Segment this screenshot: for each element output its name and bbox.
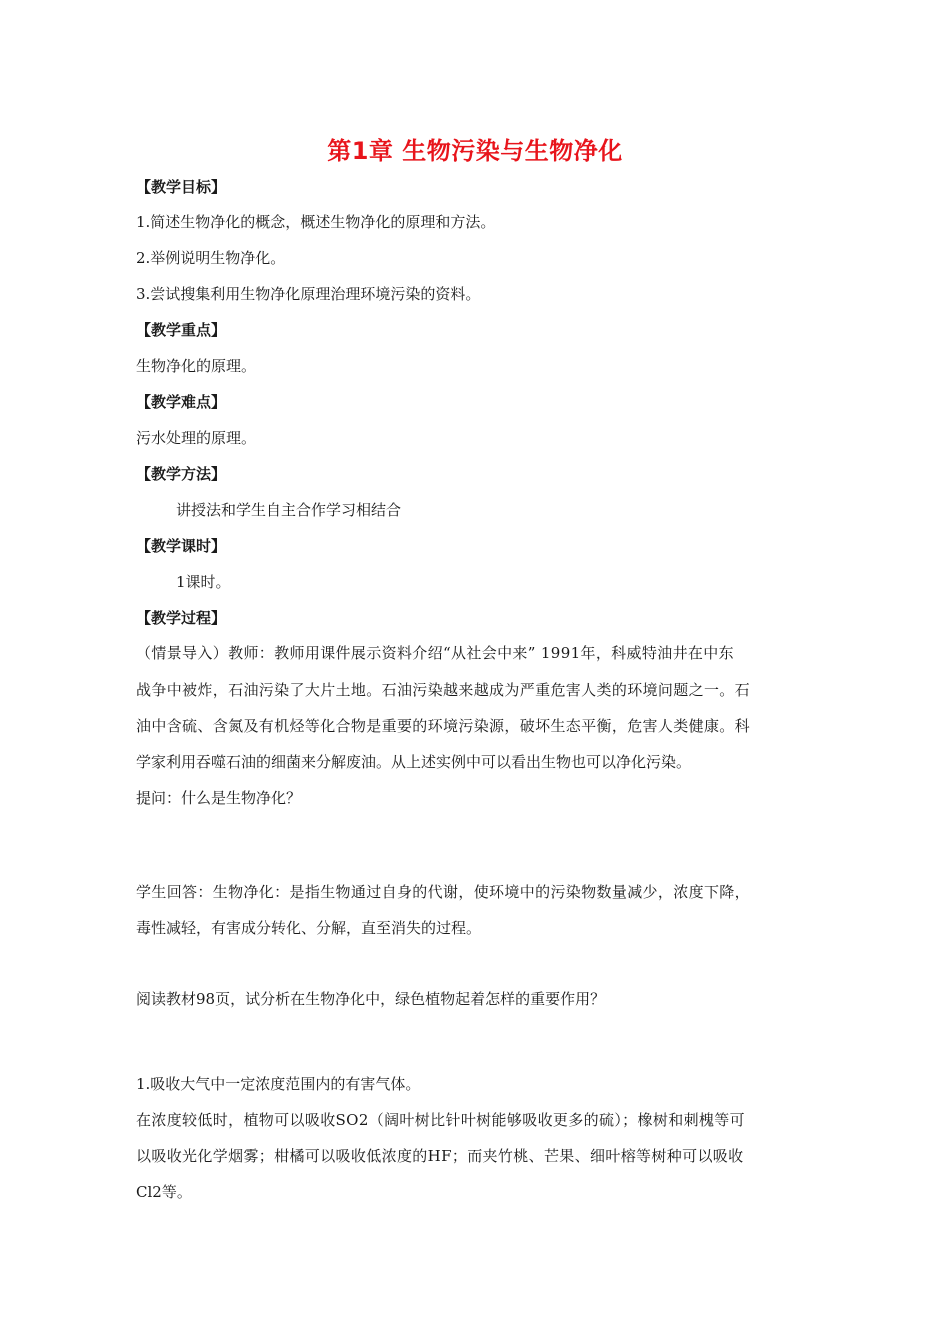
document-title: 第1章 生物污染与生物净化 [327, 137, 623, 165]
goal-item-3: 3.尝试搜集利用生物净化原理治理环境污染的资料。 [136, 285, 481, 303]
answer-line: 学生回答：生物净化：是指生物通过自身的代谢，使环境中的污染物数量减少，浓度下降， [136, 883, 751, 901]
focus-text: 生物净化的原理。 [136, 357, 257, 375]
intro-paragraph-line: 油中含硫、含氮及有机烃等化合物是重要的环境污染源，破坏生态平衡，危害人类健康。科 [136, 717, 751, 735]
goal-item-1: 1.简述生物净化的概念，概述生物净化的原理和方法。 [136, 213, 496, 231]
hours-text: 1课时。 [176, 573, 231, 591]
reading-prompt: 阅读教材98页，试分析在生物净化中，绿色植物起着怎样的重要作用？ [136, 990, 606, 1008]
point-1-heading: 1.吸收大气中一定浓度范围内的有害气体。 [136, 1075, 421, 1093]
section-heading-method: 【教学方法】 [136, 465, 227, 483]
point-1-line: 在浓度较低时，植物可以吸收SO2（阔叶树比针叶树能够吸收更多的硫）；橡树和刺槐等可 [136, 1111, 745, 1129]
difficulty-text: 污水处理的原理。 [136, 429, 257, 447]
section-heading-hours: 【教学课时】 [136, 537, 227, 555]
section-heading-process: 【教学过程】 [136, 609, 227, 627]
point-1-line: Cl2等。 [136, 1183, 192, 1201]
intro-paragraph-line: （情景导入）教师：教师用课件展示资料介绍“从社会中来” 1991年，科威特油井在中东 [136, 644, 734, 662]
goal-item-2: 2.举例说明生物净化。 [136, 249, 286, 267]
answer-line: 毒性减轻，有害成分转化、分解，直至消失的过程。 [136, 919, 482, 937]
intro-paragraph-line: 战争中被炸，石油污染了大片土地。石油污染越来越成为严重危害人类的环境问题之一。石 [136, 681, 751, 699]
point-1-line: 以吸收光化学烟雾；柑橘可以吸收低浓度的HF；而夹竹桃、芒果、细叶榕等树种可以吸收 [136, 1147, 744, 1165]
question-text: 提问：什么是生物净化？ [136, 789, 302, 807]
section-heading-difficulty: 【教学难点】 [136, 393, 227, 411]
section-heading-focus: 【教学重点】 [136, 321, 227, 339]
intro-paragraph-line: 学家利用吞噬石油的细菌来分解废油。从上述实例中可以看出生物也可以净化污染。 [136, 753, 692, 771]
method-text: 讲授法和学生自主合作学习相结合 [176, 501, 402, 519]
section-heading-goals: 【教学目标】 [136, 178, 227, 196]
